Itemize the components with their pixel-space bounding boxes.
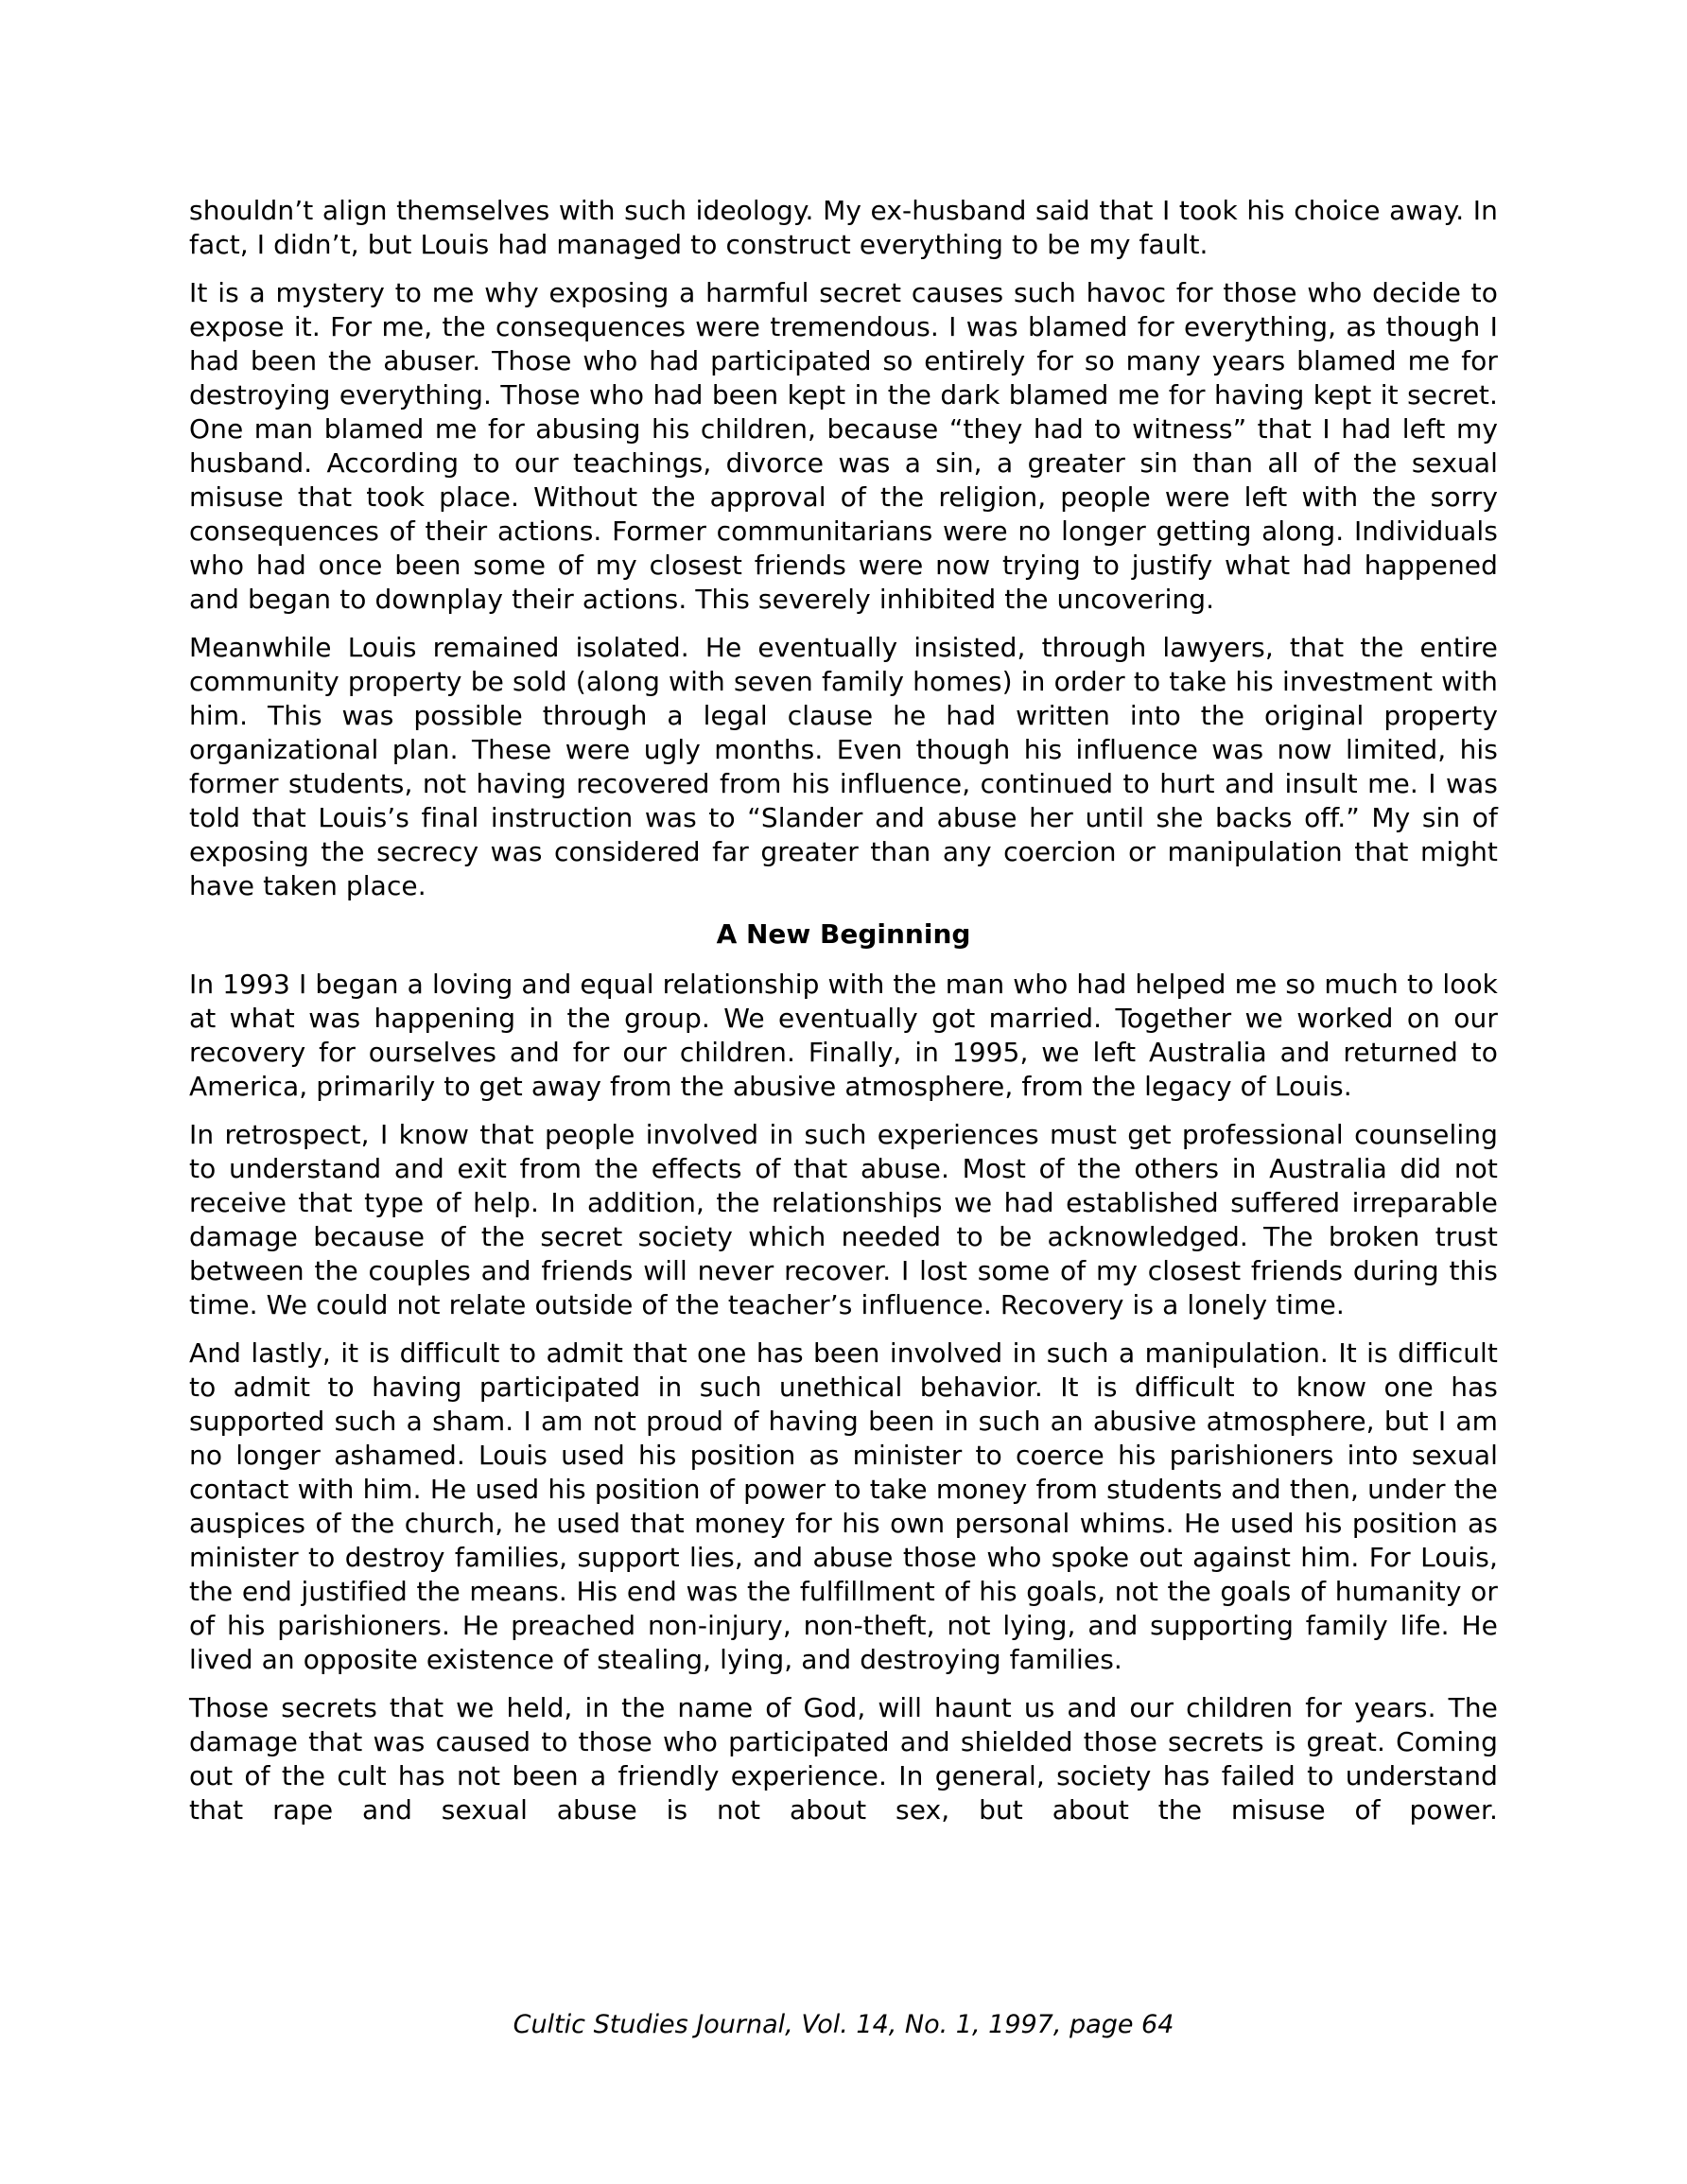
page-body-text <box>189 194 1498 1842</box>
body-paragraph: In 1993 I began a loving and equal relationship with the man who had helped me so much to look at what was happening in the group. We eventually got married. Together we worked on our recovery for ourselves and for our children. Finally, in 1995, we left Australia and returned to America, primarily to get away from the abusive atmosphere, from the legacy of Louis. <box>189 969 1498 1102</box>
body-paragraph: And lastly, it is difficult to admit that one has been involved in such a manipulation. It is difficult to admit to having participated in such unethical behavior. It is difficult to know one has supported such a sham. I am not proud of having been in such an abusive atmosphere, but I am no longer ashamed. Louis used his position as minister to coerce his parishioners into sexual contact with him. He used his position of power to take money from students and then, under the auspices of the church, he used that money for his own personal whims. He used his position as minister to destroy families, support lies, and abuse those who spoke out against him. For Louis, the end justified the means. His end was the fulfillment of his goals, not the goals of humanity or of his parishioners. He preached non-injury, non-theft, not lying, and supporting family life. He lived an opposite existence of stealing, lying, and destroying families. <box>189 1337 1498 1675</box>
footer-citation: Cultic Studies Journal, Vol. 14, No. 1, 1997, page 64 <box>513 2010 1174 2039</box>
body-paragraph: It is a mystery to me why exposing a harmful secret causes such havoc for those who decide to expose it. For me, the consequences were tremendous. I was blamed for everything, as though I had been the abuser. Those who had participated so entirely for so many years blamed me for destroying everything. Those who had been kept in the dark blamed me for having kept it secret. One man blamed me for abusing his children, because “they had to witness” that I had left my husband. According to our teachings, divorce was a sin, a greater sin than all of the sexual misuse that took place. Without the approval of the religion, people were left with the sorry consequences of their actions. Former communitarians were no longer getting along. Individuals who had once been some of my closest friends were now trying to justify what had happened and began to downplay their actions. This severely inhibited the uncovering. <box>189 277 1498 615</box>
body-paragraph: Meanwhile Louis remained isolated. He eventually insisted, through lawyers, that the entire community property be sold (along with seven family homes) in order to take his investment with him. This was possible through a legal clause he had written into the original property organizational plan. These were ugly months. Even though his influence was now limited, his former students, not having recovered from his influence, continued to hurt and insult me. I was told that Louis’s final instruction was to “Slander and abuse her until she backs off.” My sin of exposing the secrecy was considered far greater than any coercion or manipulation that might have taken place. <box>189 632 1498 901</box>
section-heading: A New Beginning <box>716 918 971 950</box>
body-paragraph: shouldn’t align themselves with such ideology. My ex-husband said that I took his choice away. In fact, I didn’t, but Louis had managed to construct everything to be my fault. <box>189 195 1498 260</box>
body-paragraph: Those secrets that we held, in the name of God, will haunt us and our children for years. The damage that was caused to those who participated and shielded those secrets is great. Coming out of the cult has not been a friendly experience. In general, society has failed to understand that rape and sexual abuse is not about sex, but about the misuse of power. <box>189 1692 1498 1826</box>
body-paragraph: In retrospect, I know that people involved in such experiences must get professional counseling to understand and exit from the effects of that abuse. Most of the others in Australia did not receive that type of help. In addition, the relationships we had established suffered irreparable damage because of the secret society which needed to be acknowledged. The broken trust between the couples and friends will never recover. I lost some of my closest friends during this time. We could not relate outside of the teacher’s influence. Recovery is a lonely time. <box>189 1119 1498 1320</box>
